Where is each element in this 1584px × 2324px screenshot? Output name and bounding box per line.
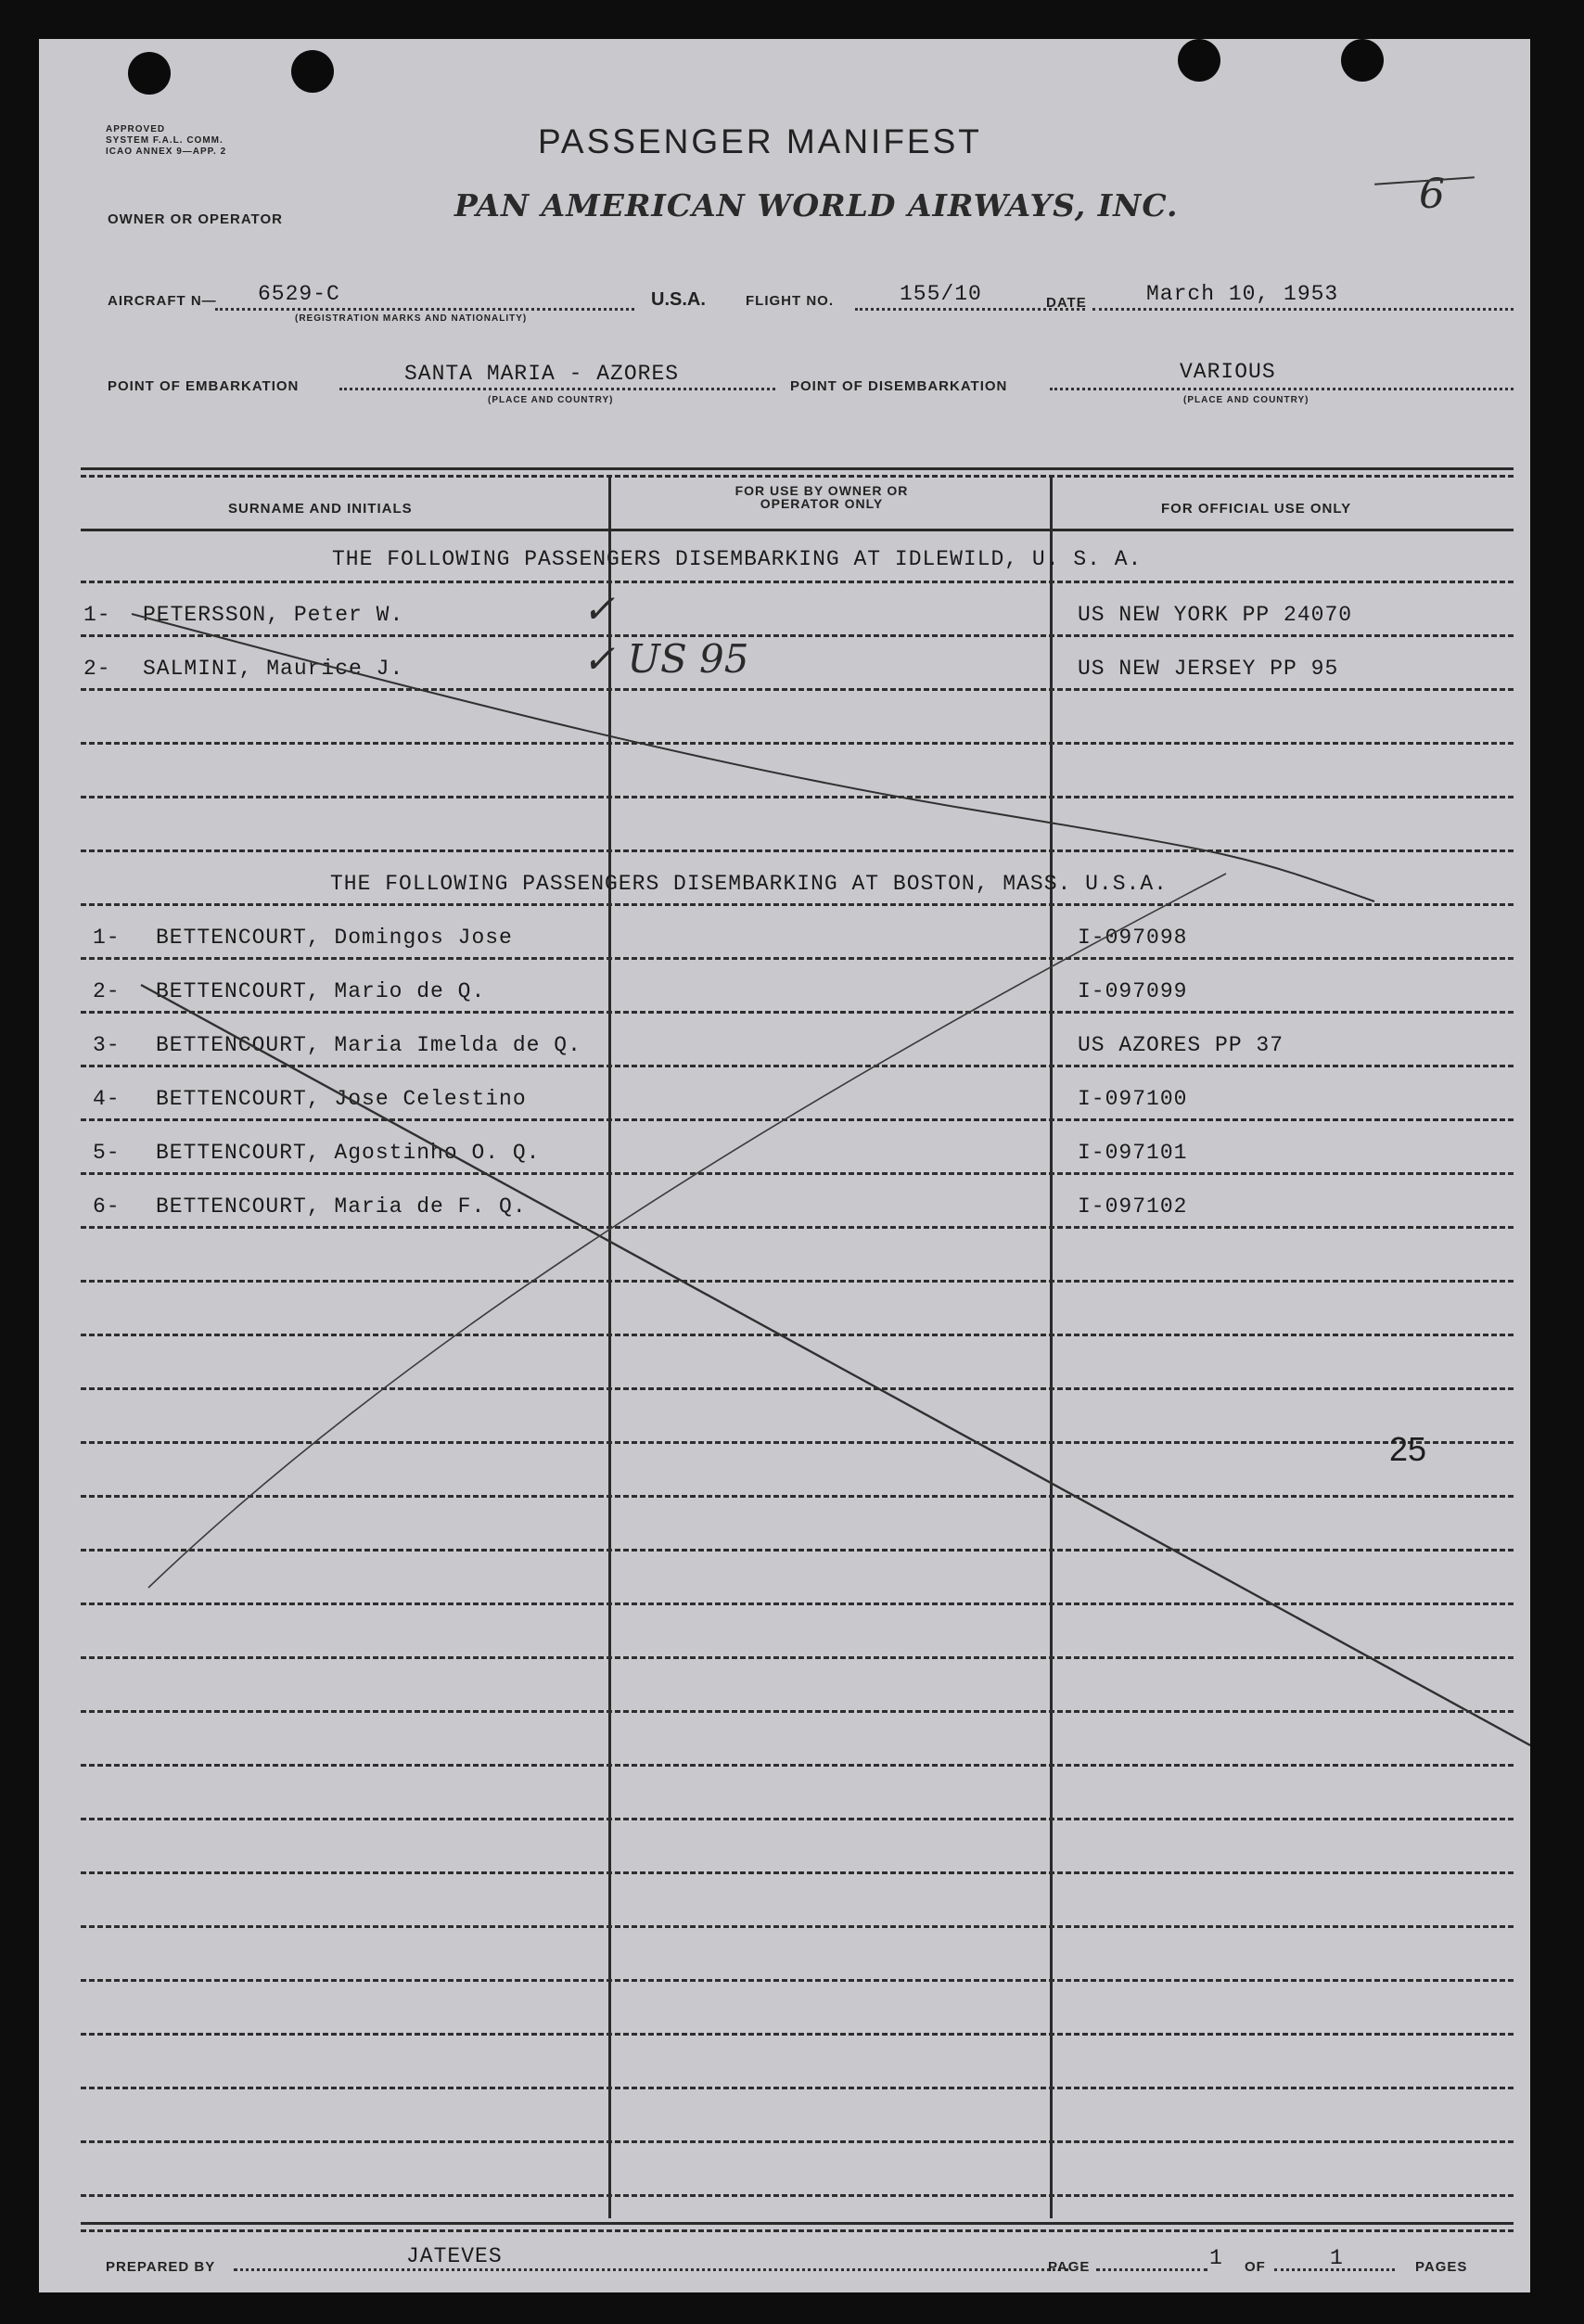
official-entry: US AZORES PP 37 [1078,1033,1284,1057]
official-entry: US NEW YORK PP 24070 [1078,603,1353,627]
column-header-official-use: FOR OFFICIAL USE ONLY [1161,501,1352,517]
official-entry: I-097101 [1078,1141,1188,1165]
prepared-by-value: JATEVES [406,2244,503,2268]
total-pages: 1 [1330,2246,1344,2270]
approval-stamp-line: APPROVED [106,124,166,134]
owner-label: OWNER OR OPERATOR [108,211,283,227]
passenger-name: BETTENCOURT, Maria de F. Q. [156,1194,527,1219]
passenger-number: 2- [93,979,121,1003]
strike-line [141,985,1530,1745]
passenger-name: PETERSSON, Peter W. [143,603,404,627]
official-entry: I-097098 [1078,926,1188,950]
page-number: 1 [1209,2246,1223,2270]
official-entry: I-097100 [1078,1087,1188,1111]
aircraft-sublabel: (REGISTRATION MARKS AND NATIONALITY) [295,313,528,324]
official-entry: I-097099 [1078,979,1188,1003]
pen-strike-lines [39,39,1530,2292]
embarkation-label: POINT OF EMBARKATION [108,378,300,394]
passenger-number: 5- [93,1141,121,1165]
official-entry: I-097102 [1078,1194,1188,1219]
passenger-name: BETTENCOURT, Domingos Jose [156,926,513,950]
aircraft-value: 6529-C [258,282,340,306]
passenger-name: BETTENCOURT, Maria Imelda de Q. [156,1033,581,1057]
page-total: 25 [1389,1430,1427,1468]
disembarkation-sublabel: (PLACE AND COUNTRY) [1183,395,1309,405]
passenger-name: BETTENCOURT, Agostinho O. Q. [156,1141,541,1165]
pages-label: PAGES [1415,2259,1468,2275]
approval-stamp-line: SYSTEM F.A.L. COMM. [106,135,224,146]
page-title: PASSENGER MANIFEST [538,122,982,160]
prepared-by-underline [234,2268,1068,2271]
passenger-number: 3- [93,1033,121,1057]
strike-line [148,874,1226,1588]
column-header-surname: SURNAME AND INITIALS [228,501,413,517]
strike-line [132,614,1374,901]
section-heading: THE FOLLOWING PASSENGERS DISEMBARKING AT BOSTON, MASS. U.S.A. [330,872,1168,896]
embarkation-sublabel: (PLACE AND COUNTRY) [488,395,614,405]
passenger-number: 1- [83,603,111,627]
page-underline [1096,2268,1207,2271]
prepared-by-label: PREPARED BY [106,2259,216,2275]
embarkation-value: SANTA MARIA - AZORES [404,362,680,386]
of-label: OF [1245,2259,1266,2275]
aircraft-label: AIRCRAFT N— [108,293,217,309]
corner-number: 6 [1419,171,1445,218]
page-label: PAGE [1048,2259,1091,2275]
owner-check-mark: ✓ US 95 [582,636,749,682]
disembarkation-value: VARIOUS [1180,360,1276,384]
passenger-name: BETTENCOURT, Jose Celestino [156,1087,527,1111]
passenger-number: 2- [83,657,111,681]
owner-check-mark: ✓ [582,586,616,632]
passenger-name: SALMINI, Maurice J. [143,657,404,681]
flight-value: 155/10 [900,282,982,306]
approval-stamp-line: ICAO ANNEX 9—APP. 2 [106,147,227,157]
passenger-name: BETTENCOURT, Mario de Q. [156,979,486,1003]
passenger-number: 4- [93,1087,121,1111]
passenger-number: 6- [93,1194,121,1219]
flight-label: FLIGHT NO. [746,293,834,309]
column-header-owner-use: FOR USE BY OWNER OR OPERATOR ONLY [735,483,909,511]
disembarkation-label: POINT OF DISEMBARKATION [790,378,1008,394]
date-label: DATE [1046,295,1087,311]
date-value: March 10, 1953 [1146,282,1339,306]
official-entry: US NEW JERSEY PP 95 [1078,657,1339,681]
manifest-sheet [39,39,1530,2292]
operator-name: PAN AMERICAN WORLD AIRWAYS, INC. [454,187,1179,223]
section-heading: THE FOLLOWING PASSENGERS DISEMBARKING AT IDLEWILD, U. S. A. [332,547,1143,571]
aircraft-country: U.S.A. [651,289,706,310]
passenger-number: 1- [93,926,121,950]
